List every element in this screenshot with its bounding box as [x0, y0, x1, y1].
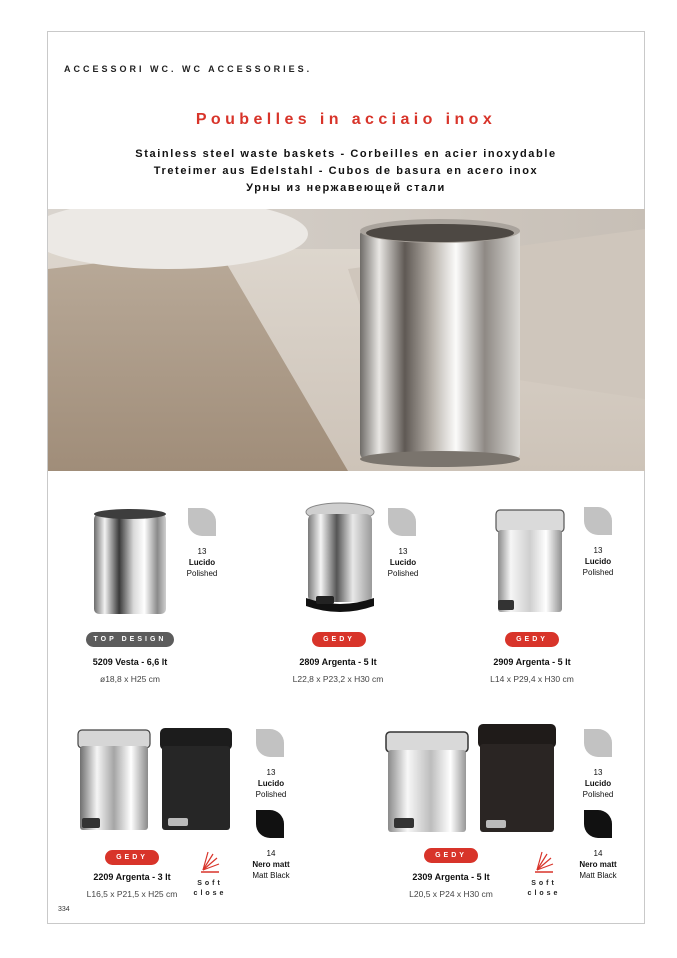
finish-translation: Polished — [582, 790, 614, 799]
subtitles — [47, 146, 645, 197]
subtitle-line: Treteimer aus Edelstahl - Cubos de basura en acero inox — [153, 165, 539, 177]
soft-close-feature — [524, 850, 564, 899]
finish-name: Nero matt — [579, 860, 617, 869]
finish-translation: Polished — [255, 790, 287, 799]
brand-badge: GEDY — [312, 632, 366, 647]
product-name: 2209 Argenta - 3 lt — [93, 872, 171, 882]
product-dimensions: L14 x P29,4 x H30 cm — [490, 674, 574, 684]
finish-code: 13 — [197, 547, 207, 556]
finish-name: Nero matt — [252, 860, 290, 869]
product-image — [302, 502, 378, 616]
finish-code: 13 — [398, 547, 408, 556]
finish-name: Lucido — [188, 558, 216, 567]
finish-translation: Polished — [186, 569, 218, 578]
finish-translation: Matt Black — [252, 871, 290, 880]
product-image — [492, 506, 568, 616]
finish-name: Lucido — [584, 557, 612, 566]
page-number: 334 — [58, 906, 70, 913]
subtitle-line: Stainless steel waste baskets - Corbeilles en acier inoxydable — [135, 148, 557, 160]
subtitle-line: Урны из нержавеющей стали — [246, 182, 446, 194]
finish-swatch-polished — [256, 729, 284, 757]
finish-swatch-matt-black — [584, 810, 612, 838]
finish-swatch-matt-black — [256, 810, 284, 838]
soft-close-feature — [190, 850, 230, 899]
product-dimensions: ø18,8 x H25 cm — [100, 674, 160, 684]
finish-swatch-polished — [584, 729, 612, 757]
finish-translation: Polished — [387, 569, 419, 578]
brand-badge: TOP DESIGN — [86, 632, 174, 647]
finish-swatch-polished — [584, 507, 612, 535]
finish-name: Lucido — [584, 779, 612, 788]
finish-code: 14 — [593, 849, 603, 858]
product-dimensions: L16,5 x P21,5 x H25 cm — [86, 889, 178, 899]
soft-close-label: Soft close — [527, 880, 561, 897]
product-image — [92, 508, 168, 616]
product-name: 2309 Argenta - 5 lt — [412, 872, 490, 882]
product-dimensions: L22,8 x P23,2 x H30 cm — [292, 674, 384, 684]
hero-photo — [48, 209, 645, 471]
finish-name: Lucido — [389, 558, 417, 567]
finish-code: 13 — [593, 768, 603, 777]
finish-code: 14 — [266, 849, 276, 858]
product-dimensions: L20,5 x P24 x H30 cm — [409, 889, 493, 899]
product-image — [384, 722, 560, 834]
finish-swatch-polished — [188, 508, 216, 536]
soft-close-label: Soft close — [193, 880, 227, 897]
page-title: Poubelles in acciaio inox — [195, 111, 497, 128]
finish-name: Lucido — [257, 779, 285, 788]
product-image — [74, 726, 236, 834]
finish-translation: Polished — [582, 568, 614, 577]
product-name: 5209 Vesta - 6,6 lt — [92, 657, 168, 667]
section-label: ACCESSORI WC. WC ACCESSORIES. — [64, 64, 313, 74]
finish-code: 13 — [593, 546, 603, 555]
brand-badge: GEDY — [505, 632, 559, 647]
finish-translation: Matt Black — [579, 871, 617, 880]
soft-close-icon — [197, 850, 223, 874]
finish-swatch-polished — [388, 508, 416, 536]
product-name: 2809 Argenta - 5 lt — [299, 657, 377, 667]
product-name: 2909 Argenta - 5 lt — [493, 657, 571, 667]
soft-close-icon — [531, 850, 557, 874]
brand-badge: GEDY — [105, 850, 159, 865]
finish-code: 13 — [266, 768, 276, 777]
brand-badge: GEDY — [424, 848, 478, 863]
